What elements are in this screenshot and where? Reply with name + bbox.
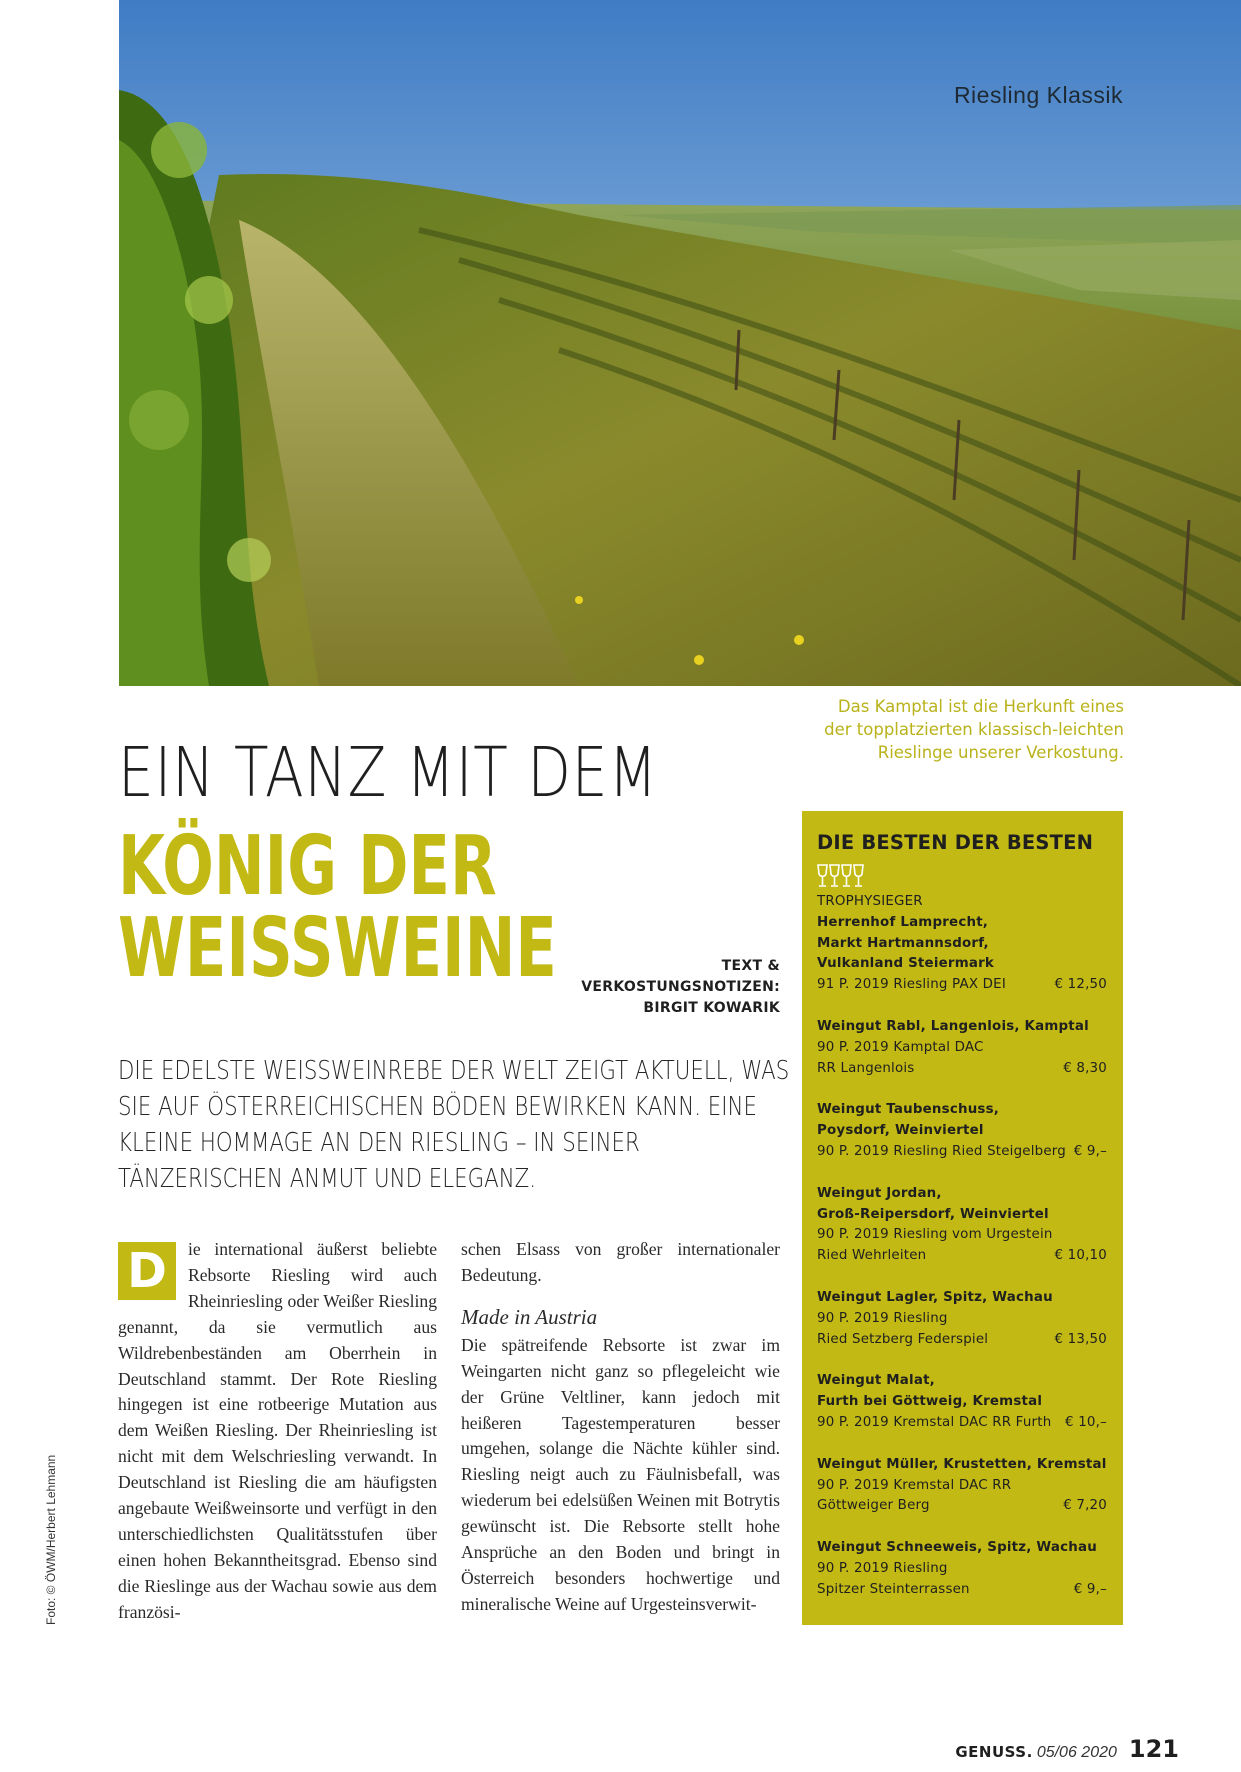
entry-line: Herrenhof Lamprecht,	[817, 914, 989, 930]
entry-wine: RR Langenlois	[817, 1060, 915, 1076]
photo-credit: Foto: © ÖWM/Herbert Lehmann	[44, 1454, 58, 1625]
entry-line: Furth bei Göttweig, Kremstal	[817, 1394, 1043, 1410]
entry-line: Weingut Lagler, Spitz, Wachau	[817, 1289, 1053, 1305]
page-number: 121	[1128, 1735, 1179, 1763]
body-column-2	[461, 1237, 780, 1618]
credit-line-3: BIRGIT KOWARIK	[643, 1000, 780, 1016]
body-text-2: Die spätreifende Rebsorte ist zwar im Weingarten nicht ganz so pflegeleicht wie der Grüne Veltliner, kann jedoch mit heißeren Tagestemperaturen besser umgehen, solange die Nächte kühler sind. Riesling neigt auch zu Fäulnisbefall, was wiederum bei edelsüßen Weinen mit Botrytis gewünscht ist. Die Rebsorte stellt hohe Ansprüche an den Boden und bringt in Österreich besonders hochwertige und mineralische Weine auf Urgesteinsverwit-	[461, 1334, 780, 1614]
wine-entry	[817, 1184, 1107, 1267]
page-footer	[955, 1735, 1179, 1763]
credit-line-1: TEXT &	[721, 958, 780, 974]
entry-line: 90 P. 2019 Riesling	[817, 1310, 948, 1326]
entry-wine: Ried Setzberg Federspiel	[817, 1331, 989, 1347]
entry-line: Weingut Rabl, Langenlois, Kamptal	[817, 1018, 1089, 1034]
entry-line: Weingut Müller, Krustetten, Kremstal	[817, 1456, 1107, 1472]
author-credit	[566, 956, 780, 1019]
wine-entry	[817, 1288, 1107, 1350]
entry-line: 90 P. 2019 Riesling	[817, 1560, 948, 1576]
entry-price: € 8,30	[1063, 1060, 1107, 1076]
headline-main	[118, 819, 557, 996]
entry-price: € 7,20	[1063, 1498, 1107, 1514]
headline-line-2: KÖNIG DER	[118, 819, 497, 914]
section-label: Riesling Klassik	[953, 82, 1123, 108]
entry-wine: 90 P. 2019 Kremstal DAC RR Furth	[817, 1414, 1052, 1430]
entry-price: € 9,–	[1073, 1581, 1107, 1597]
entry-wine: Ried Wehrleiten	[817, 1248, 927, 1264]
issue-number: 05/06 2020	[1036, 1744, 1117, 1761]
wine-entry	[817, 1538, 1107, 1600]
hero-photo	[119, 0, 1241, 686]
body-text-1: ie international äußerst beliebte Rebsorte Riesling wird auch Rheinriesling oder Weißer Riesling genannt, da sie vermutlich aus Wildrebenbeständen am Oberrhein in Deutschland stammt. Der Rote Riesling hingegen ist eine rotbeerige Mutation aus dem Weißen Riesling. Der Rheinriesling ist nicht mit dem Welschriesling verwandt. In Deutschland ist Riesling die am häufigsten angebaute Weißweinsorte und verfügt in den unterschiedlichsten Qualitätsstufen über einen hohen Bekanntheitsgrad. Ebenso sind die Rieslinge aus der Wachau sowie aus dem französi-	[118, 1239, 437, 1622]
credit-line-2: VERKOSTUNGSNOTIZEN:	[581, 979, 780, 995]
wine-entry	[817, 1371, 1107, 1433]
wine-entry	[817, 1017, 1107, 1079]
photo-caption: Das Kamptal ist die Herkunft eines der topplatzierten klassisch-leichten Rieslinge unserer Verkostung.	[824, 697, 1124, 762]
entry-line: Weingut Jordan,	[817, 1185, 942, 1201]
four-wine-glasses-icon	[817, 864, 1107, 888]
entry-price: € 10,–	[1065, 1414, 1107, 1430]
drop-cap: D	[118, 1242, 176, 1300]
entry-line: 90 P. 2019 Riesling vom Urgestein	[817, 1227, 1053, 1243]
body-text-2-intro: schen Elsass von großer internationaler Bedeutung.	[461, 1239, 780, 1285]
entry-line: 90 P. 2019 Kamptal DAC	[817, 1039, 984, 1055]
body-column-1	[118, 1237, 437, 1626]
entry-line: Weingut Schneeweis, Spitz, Wachau	[817, 1540, 1097, 1556]
entry-line: Weingut Malat,	[817, 1373, 935, 1389]
entry-line: Weingut Taubenschuss,	[817, 1102, 1000, 1118]
entry-line: Poysdorf, Weinviertel	[817, 1123, 984, 1139]
entry-price: € 10,10	[1054, 1248, 1107, 1264]
subheading: Made in Austria	[461, 1304, 598, 1329]
entry-wine: 90 P. 2019 Riesling Ried Steigelberg	[817, 1143, 1066, 1159]
magazine-name: GENUSS.	[955, 1743, 1033, 1761]
entry-line: Markt Hartmannsdorf,	[817, 935, 989, 951]
entry-price: € 12,50	[1054, 977, 1107, 993]
wine-entry	[817, 892, 1107, 996]
wine-entry	[817, 1455, 1107, 1517]
lead-paragraph: DIE EDELSTE WEISSWEINREBE DER WELT ZEIGT AKTUELL, WAS SIE AUF ÖSTERREICHISCHEN BÖDEN BEWIRKEN KANN. EINE KLEINE HOMMAGE AN DEN RIESLING – IN SEINER TÄNZERISCHEN ANMUT UND ELEGANZ.	[118, 1056, 790, 1194]
best-box-title: DIE BESTEN DER BESTEN	[817, 831, 1094, 854]
entry-wine: Göttweiger Berg	[817, 1498, 930, 1514]
best-wines-box	[802, 811, 1123, 1625]
entry-line: 90 P. 2019 Kremstal DAC RR	[817, 1477, 1012, 1493]
headline-line-3: WEISSWEINE	[118, 901, 557, 996]
headline-line-1: EIN TANZ MIT DEM	[118, 733, 658, 813]
trophy-label: TROPHYSIEGER	[817, 894, 923, 909]
entry-line: Groß-Reipersdorf, Weinviertel	[817, 1206, 1049, 1222]
entry-wine: 91 P. 2019 Riesling PAX DEI	[817, 977, 1006, 993]
entry-line: Vulkanland Steiermark	[817, 956, 994, 972]
entry-price: € 13,50	[1054, 1331, 1107, 1347]
entry-wine: Spitzer Steinterrassen	[817, 1581, 970, 1597]
entry-price: € 9,–	[1073, 1143, 1107, 1159]
wine-entry	[817, 1100, 1107, 1162]
